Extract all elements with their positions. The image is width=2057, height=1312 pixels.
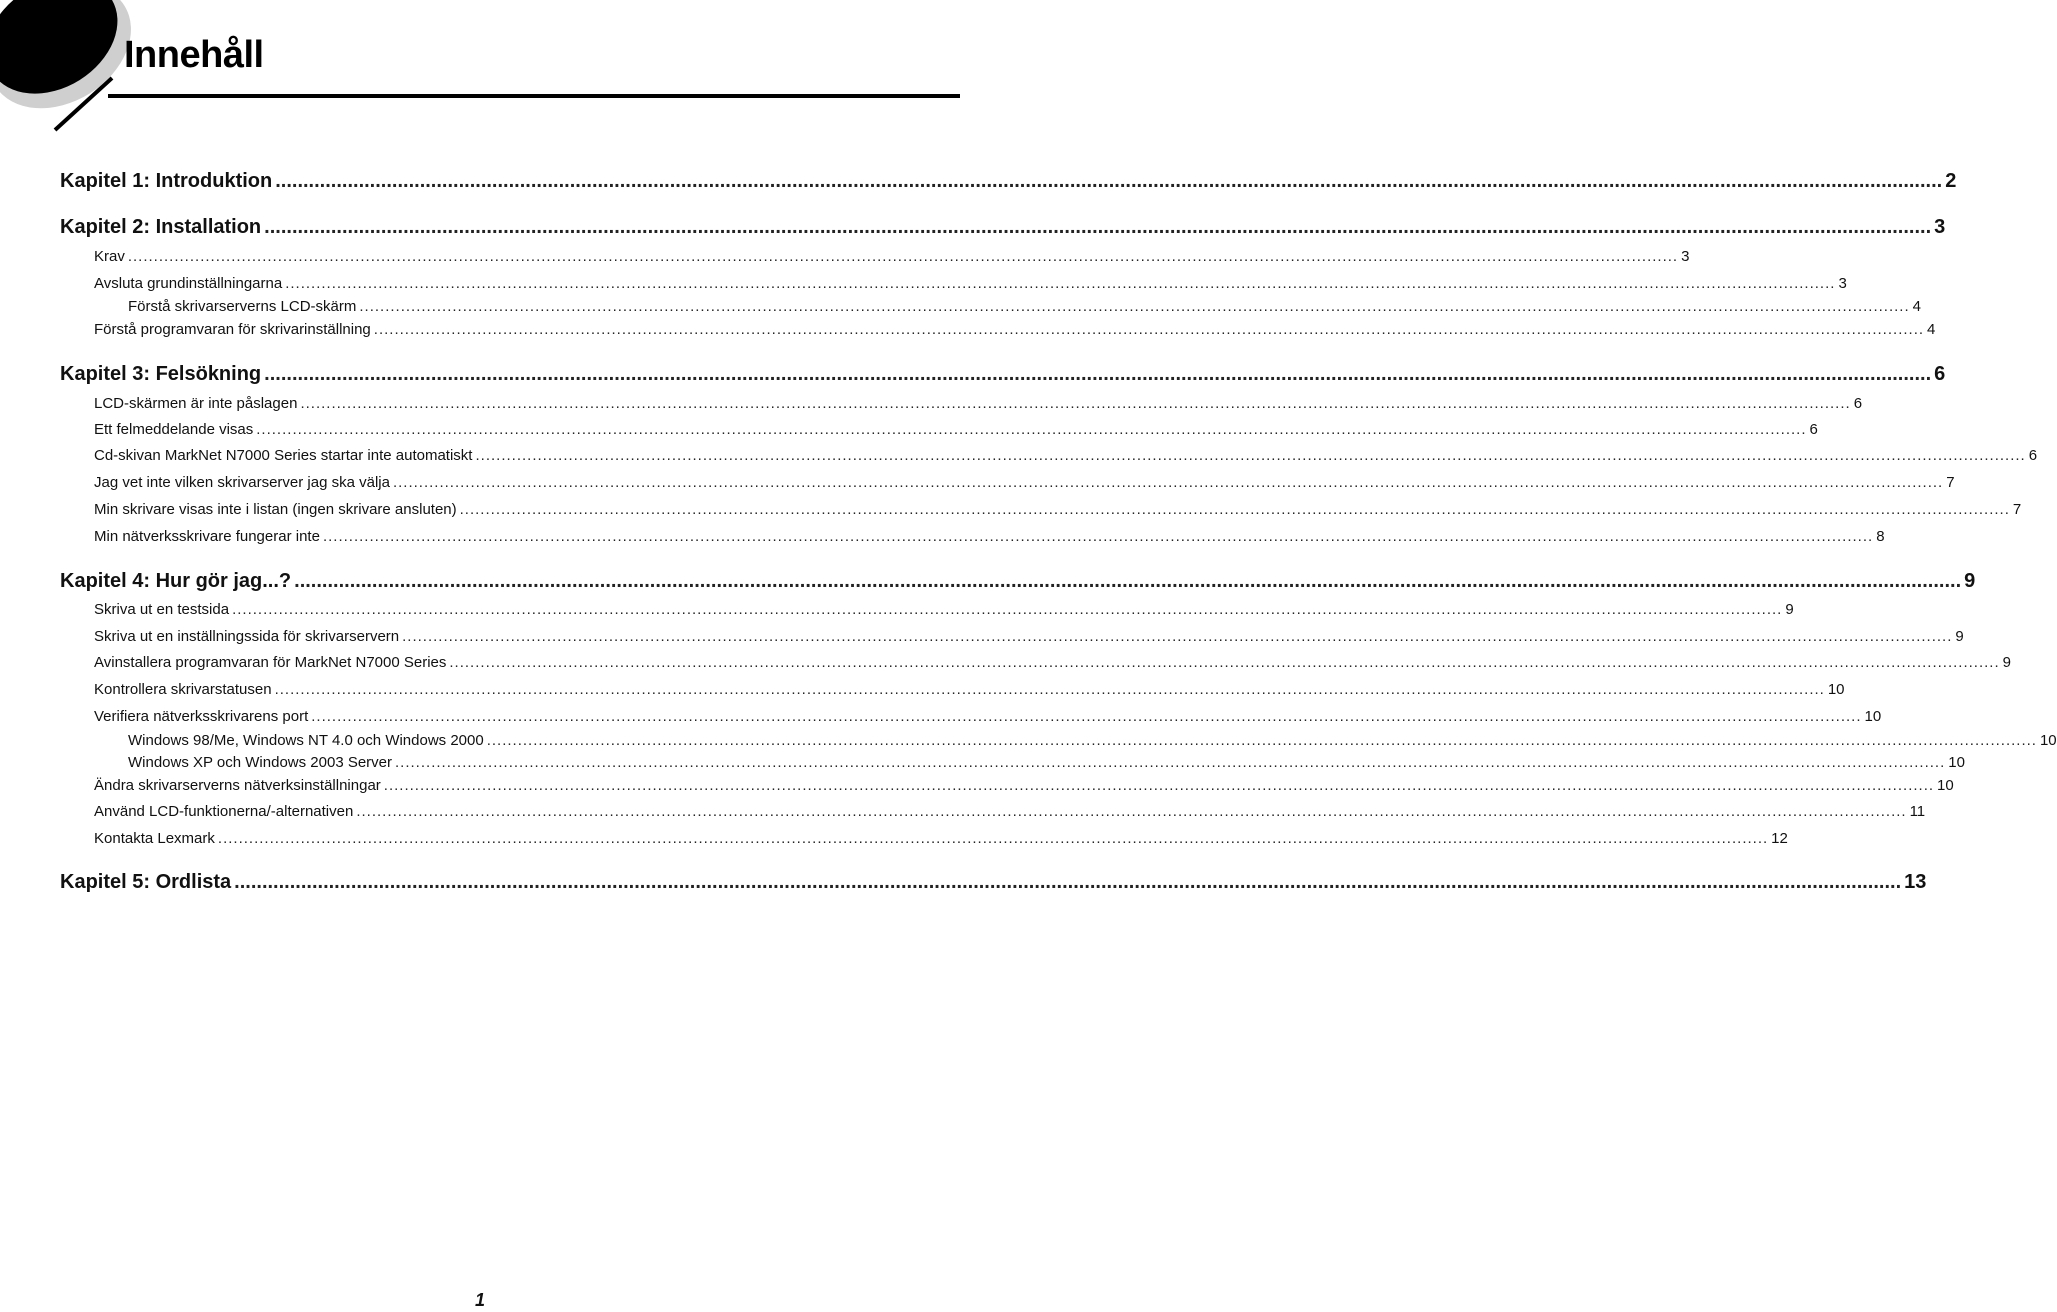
toc-dot-leader: ............................................................................................................................................................................................................................................................................................................ bbox=[383, 777, 1935, 794]
toc-dot-leader: ............................................................................................................................................................................................................................................................................................................ bbox=[274, 681, 1825, 698]
toc-section-entry[interactable] bbox=[94, 275, 1847, 292]
toc-entry-label: Använd LCD-funktionerna/-alternativen bbox=[94, 803, 354, 820]
toc-entry-label: Kapitel 3: Felsökning bbox=[60, 363, 262, 385]
toc-dot-leader: ............................................................................................................................................................................................................................................................................................................ bbox=[217, 830, 1769, 847]
toc-entry-page: 9 bbox=[2002, 654, 2011, 671]
toc-entry-label: Skriva ut en testsida bbox=[94, 601, 230, 618]
toc-dot-leader: ............................................................................................................................................................................................................................................................................................................ bbox=[311, 708, 1862, 725]
toc-chapter-entry[interactable] bbox=[60, 216, 1946, 239]
toc-section-entry[interactable] bbox=[94, 681, 1845, 698]
toc-dot-leader: ............................................................................................................................................................................................................................................................................................................ bbox=[234, 871, 1902, 893]
toc-dot-leader: ............................................................................................................................................................................................................................................................................................................ bbox=[373, 321, 1925, 338]
toc-section-entry[interactable] bbox=[94, 654, 2011, 671]
toc-entry-label: Avsluta grundinställningarna bbox=[94, 275, 283, 292]
toc-section-entry[interactable] bbox=[94, 601, 1794, 618]
toc-entry-page: 4 bbox=[1912, 298, 1921, 315]
toc-dot-leader: ............................................................................................................................................................................................................................................................................................................ bbox=[300, 395, 1851, 412]
toc-entry-label: Skriva ut en inställningssida för skrivarservern bbox=[94, 628, 400, 645]
toc-entry-page: 10 bbox=[1827, 681, 1845, 698]
toc-entry-label: Kapitel 2: Installation bbox=[60, 216, 262, 238]
toc-entry-page: 2 bbox=[1945, 170, 1957, 192]
toc-dot-leader: ............................................................................................................................................................................................................................................................................................................ bbox=[232, 601, 1783, 618]
toc-entry-page: 6 bbox=[1853, 395, 1863, 412]
toc-entry-label: Avinstallera programvaran för MarkNet N7000 Series bbox=[94, 654, 447, 671]
toc-section-entry[interactable] bbox=[94, 803, 1926, 820]
toc-entry-page: 6 bbox=[2028, 447, 2038, 464]
toc-chapter-entry[interactable] bbox=[60, 570, 1976, 593]
toc-dot-leader: ............................................................................................................................................................................................................................................................................................................ bbox=[459, 501, 2010, 518]
toc-entry-label: Ändra skrivarserverns nätverksinställningar bbox=[94, 777, 381, 794]
toc-entry-page: 4 bbox=[1927, 321, 1936, 338]
toc-section-entry[interactable] bbox=[94, 395, 1863, 412]
toc-entry-page: 10 bbox=[2039, 732, 2057, 749]
toc-section-entry[interactable] bbox=[94, 830, 1788, 847]
toc-dot-leader: ............................................................................................................................................................................................................................................................................................................ bbox=[402, 628, 1953, 645]
toc-dot-leader: ............................................................................................................................................................................................................................................................................................................ bbox=[275, 170, 1943, 192]
toc-entry-label: Kapitel 4: Hur gör jag...? bbox=[60, 570, 292, 592]
toc-section-entry[interactable] bbox=[94, 777, 1954, 794]
toc-entry-page: 10 bbox=[1864, 708, 1882, 725]
toc-section-entry[interactable] bbox=[94, 447, 2038, 464]
toc-entry-page: 9 bbox=[1785, 601, 1794, 618]
toc-entry-page: 13 bbox=[1904, 871, 1927, 893]
page-number: 1 bbox=[474, 1290, 485, 1310]
toc-dot-leader: ............................................................................................................................................................................................................................................................................................................ bbox=[395, 754, 1946, 771]
toc-dot-leader: ............................................................................................................................................................................................................................................................................................................ bbox=[264, 363, 1932, 385]
toc-section-entry[interactable] bbox=[94, 474, 1955, 491]
toc-section-entry[interactable] bbox=[94, 501, 2022, 518]
toc-entry-label: LCD-skärmen är inte påslagen bbox=[94, 395, 298, 412]
toc-chapter-entry[interactable] bbox=[60, 871, 1927, 894]
toc-section-entry[interactable] bbox=[128, 298, 1921, 315]
toc-entry-page: 8 bbox=[1876, 528, 1885, 545]
toc-section-entry[interactable] bbox=[94, 321, 1936, 338]
toc-entry-label: Min skrivare visas inte i listan (ingen skrivare ansluten) bbox=[94, 501, 457, 518]
toc-entry-label: Jag vet inte vilken skrivarserver jag ska välja bbox=[94, 474, 390, 491]
toc-dot-leader: ............................................................................................................................................................................................................................................................................................................ bbox=[322, 528, 1874, 545]
toc-dot-leader: ............................................................................................................................................................................................................................................................................................................ bbox=[264, 216, 1932, 238]
toc-entry-label: Kapitel 1: Introduktion bbox=[60, 170, 273, 192]
toc-section-entry[interactable] bbox=[94, 708, 1882, 725]
page-title: Innehåll bbox=[124, 34, 264, 76]
toc-entry-label: Kontakta Lexmark bbox=[94, 830, 215, 847]
toc-entry-label: Verifiera nätverksskrivarens port bbox=[94, 708, 309, 725]
toc-entry-label: Min nätverksskrivare fungerar inte bbox=[94, 528, 320, 545]
toc-dot-leader: ............................................................................................................................................................................................................................................................................................................ bbox=[127, 248, 1679, 265]
toc-dot-leader: ............................................................................................................................................................................................................................................................................................................ bbox=[285, 275, 1836, 292]
toc-entry-page: 3 bbox=[1838, 275, 1847, 292]
toc-dot-leader: ............................................................................................................................................................................................................................................................................................................ bbox=[475, 447, 2026, 464]
toc-section-entry[interactable] bbox=[94, 528, 1885, 545]
toc-dot-leader: ............................................................................................................................................................................................................................................................................................................ bbox=[359, 298, 1910, 315]
toc-entry-page: 9 bbox=[1964, 570, 1976, 592]
toc-entry-label: Krav bbox=[94, 248, 125, 265]
toc-entry-page: 11 bbox=[1909, 803, 1926, 820]
toc-dot-leader: ............................................................................................................................................................................................................................................................................................................ bbox=[356, 803, 1907, 820]
toc-dot-leader: ............................................................................................................................................................................................................................................................................................................ bbox=[392, 474, 1944, 491]
toc-entry-label: Windows XP och Windows 2003 Server bbox=[128, 754, 393, 771]
toc-entry-page: 3 bbox=[1681, 248, 1690, 265]
toc-entry-page: 3 bbox=[1934, 216, 1946, 238]
toc-section-entry[interactable] bbox=[94, 421, 1818, 438]
toc-section-entry[interactable] bbox=[94, 628, 1964, 645]
toc-entry-label: Förstå skrivarserverns LCD-skärm bbox=[128, 298, 357, 315]
toc-chapter-entry[interactable] bbox=[60, 363, 1946, 386]
toc-entry-page: 7 bbox=[2012, 501, 2022, 518]
toc-entry-page: 12 bbox=[1771, 830, 1788, 847]
toc-entry-page: 6 bbox=[1809, 421, 1818, 438]
toc-entry-label: Förstå programvaran för skrivarinställning bbox=[94, 321, 371, 338]
toc-section-entry[interactable] bbox=[128, 732, 2057, 749]
toc-dot-leader: ............................................................................................................................................................................................................................................................................................................ bbox=[256, 421, 1807, 438]
toc-dot-leader: ............................................................................................................................................................................................................................................................................................................ bbox=[449, 654, 2000, 671]
toc-section-entry[interactable] bbox=[94, 248, 1690, 265]
toc-entry-page: 10 bbox=[1937, 777, 1954, 794]
toc-dot-leader: ............................................................................................................................................................................................................................................................................................................ bbox=[294, 570, 1962, 592]
toc-section-entry[interactable] bbox=[128, 754, 1965, 771]
toc-entry-label: Kontrollera skrivarstatusen bbox=[94, 681, 272, 698]
toc-entry-label: Ett felmeddelande visas bbox=[94, 421, 254, 438]
toc-entry-label: Cd-skivan MarkNet N7000 Series startar inte automatiskt bbox=[94, 447, 473, 464]
toc-chapter-entry[interactable] bbox=[60, 170, 1957, 193]
toc-entry-page: 9 bbox=[1955, 628, 1964, 645]
toc-entry-label: Kapitel 5: Ordlista bbox=[60, 871, 232, 893]
toc-entry-page: 6 bbox=[1934, 363, 1946, 385]
toc-dot-leader: ............................................................................................................................................................................................................................................................................................................ bbox=[486, 732, 2037, 749]
toc-entry-page: 10 bbox=[1948, 754, 1965, 771]
toc-entry-label: Windows 98/Me, Windows NT 4.0 och Windows 2000 bbox=[128, 732, 484, 749]
toc-entry-page: 7 bbox=[1946, 474, 1955, 491]
